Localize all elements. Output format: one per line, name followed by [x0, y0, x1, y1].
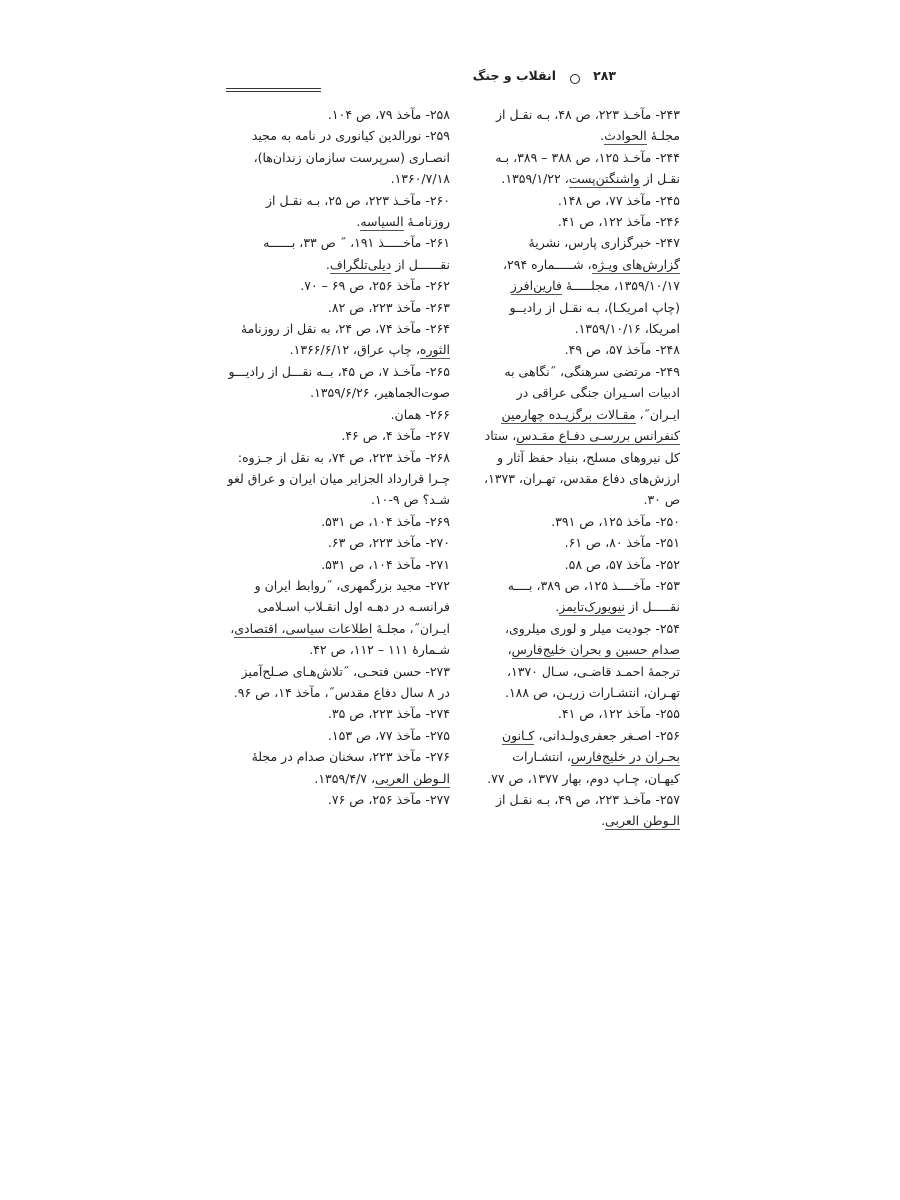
endnote-text: . — [356, 214, 361, 230]
endnote-text: ، ستاد کل نیروهای مسلح، بنیاد حفظ آثار و ارزش‌های دفاع مقدس، تهـران، ۱۳۷۳، ص ۳۰. — [484, 428, 680, 508]
endnote-source-title: نیویورک‌تایمز — [559, 599, 625, 615]
endnote — [226, 447, 450, 511]
endnote-number: ۲۷۶- — [425, 749, 450, 765]
endnote-number: ۲۷۰- — [425, 535, 450, 551]
endnote-text: مآخذ ۵۷، ص ۴۹. — [564, 342, 656, 358]
endnote — [226, 404, 450, 425]
page-number: ۲۸۳ — [593, 68, 616, 83]
endnote-number: ۲۵۷- — [655, 792, 680, 807]
endnote-text: مآخـذ ۷، ص ۴۵، بــه نقـــل از رادیـــو صوت‌الجماهیر، ۱۳۵۹/۶/۲۶. — [228, 363, 450, 401]
endnote-text: مآخذ ۲۵۶، ص ۷۶. — [327, 792, 426, 807]
endnote-number: ۲۵۴- — [655, 620, 680, 636]
endnote-text: ، چاپ عراق، ۱۳۶۶/۶/۱۲. — [289, 342, 420, 358]
endnote-source-title: اطلاعات سیاسی، اقتصادی — [234, 620, 373, 636]
endnote — [480, 618, 680, 704]
endnote-text: حسن فتحـی، ˝تلاش‌هـای صـلح‌آمیز در ۸ سال دفاع مقدس˝، مآخذ ۱۴، ص ۹۶. — [233, 663, 450, 700]
endnote-text: ، ترجمهٔ احمـد قاضـی، سـال ۱۳۷۰، تهـران، انتشـارات زریـن، ص ۱۸۸. — [504, 642, 680, 700]
header-rule-bottom — [226, 91, 321, 92]
endnote-text: مآخذ ۲۲۳، ص ۶۳. — [327, 535, 426, 551]
endnote-number: ۲۷۵- — [425, 727, 450, 743]
endnote-source-title: واشنگتن‌پست — [568, 171, 640, 187]
endnote-text: مآخذ ۷۴، ص ۲۴، به نقل از روزنامهٔ — [240, 321, 426, 337]
endnote-number: ۲۴۳- — [655, 107, 680, 122]
endnote-text: مرتضی سرهنگی، ˝نگاهی به ادبیات اسـیران جنگی عراقی در ایـران˝، — [504, 363, 680, 422]
endnote-text: مآخذ ۷۷، ص ۱۵۳. — [327, 727, 426, 743]
endnote — [480, 104, 680, 147]
endnote-number: ۲۷۲- — [425, 577, 450, 593]
endnote-source-title: الـوطن العربی — [605, 813, 680, 829]
endnote — [480, 703, 680, 724]
endnote-source-title: دیلی‌تلگراف — [329, 256, 392, 272]
endnote-text: ، شـــــماره ۲۹۴، ۱۳۵۹/۱۰/۱۷، مجلـــــهٔ — [503, 256, 680, 294]
circle-ornament-icon — [570, 74, 580, 84]
endnote-source-title: الثوره — [419, 342, 450, 358]
endnote-text: مآخـذ ۱۲۵، ص ۳۸۸ – ۳۸۹، بـه نقـل از — [495, 149, 680, 187]
endnote-number: ۲۷۳- — [425, 663, 450, 679]
endnote — [226, 789, 450, 810]
endnote-text: مجید بزرگمهری، ˝روابط ایران و فرانسـه در دهـه اول انقـلاب اسـلامی ایـران˝، مجلـهٔ — [254, 577, 450, 636]
endnote-text: ، ۱۳۵۹/۴/۷. — [314, 770, 376, 786]
endnote-number: ۲۷۱- — [425, 556, 450, 572]
endnote-number: ۲۷۴- — [425, 706, 450, 722]
endnote-text: مآخذ ۱۰۴، ص ۵۳۱. — [321, 556, 426, 572]
endnote-text: مآخــــذ ۱۲۵، ص ۳۸۹، بــــه نقـــــل از — [507, 577, 680, 615]
endnote — [226, 232, 450, 275]
endnote — [480, 361, 680, 511]
endnote — [226, 725, 450, 746]
endnote-text: مآخـذ ۲۲۳، ص ۴۸، بـه نقـل از مجلـهٔ — [495, 107, 680, 144]
endnote-source-title: الحوادث — [604, 128, 647, 144]
endnote-source-title: مقـالات برگزیـده چهارمین کنفرانس بررسـی دفـاع مقـدس — [501, 406, 680, 444]
endnote-text: مآخذ ۱۲۲، ص ۴۱. — [557, 706, 656, 722]
endnote-text: اصـغر جعفری‌ولـدانی، — [534, 727, 656, 743]
endnote-number: ۲۶۵- — [425, 363, 450, 379]
endnote-text: ، انتشـارات کیهـان، چـاپ دوم، بهار ۱۳۷۷، ص ۷۷. — [487, 749, 680, 786]
endnote-text: نورالدین کیانوری در نامه به مجید انصـاری (سرپرست سازمان زندان‌ها)، ۱۳۶۰/۷/۱۸. — [251, 128, 450, 187]
endnote-text: همان. — [390, 406, 426, 422]
running-header — [226, 66, 678, 90]
endnote-text: مآخذ ۲۲۳، ص ۳۵. — [327, 706, 426, 722]
endnote — [226, 661, 450, 704]
endnote — [480, 789, 680, 832]
endnote — [226, 297, 450, 318]
endnote — [226, 275, 450, 296]
endnote-text: مآخـذ ۲۲۳، ص ۴۹، بـه نقـل از — [495, 792, 656, 807]
endnote-text: مآخذ ۲۲۳، ص ۸۲. — [327, 299, 426, 315]
endnote-number: ۲۴۶- — [655, 214, 680, 230]
endnote-text: مآخذ ۱۲۲، ص ۴۱. — [557, 214, 656, 230]
endnote-number: ۲۴۸- — [655, 342, 680, 358]
endnote-number: ۲۵۳- — [655, 577, 680, 593]
endnote — [480, 339, 680, 360]
endnote — [226, 511, 450, 532]
endnote-text: مآخذ ۸۰، ص ۶۱. — [564, 535, 656, 551]
endnote — [480, 147, 680, 190]
endnote — [480, 511, 680, 532]
endnote-text: . — [555, 599, 560, 615]
header-rule-top — [226, 88, 321, 89]
endnote-number: ۲۷۷- — [425, 792, 450, 807]
endnote-number: ۲۵۱- — [655, 535, 680, 551]
endnote — [226, 190, 450, 233]
endnote — [226, 125, 450, 189]
endnote-text: ، شـمارهٔ ۱۱۱ – ۱۱۲، ص ۴۲. — [230, 620, 450, 658]
endnote-number: ۲۴۷- — [655, 235, 680, 251]
endnote-source-title: صدام حسین و بحران خلیج‌فارس — [511, 642, 680, 658]
endnote-number: ۲۶۹- — [425, 513, 450, 529]
endnote-text: . — [325, 256, 330, 272]
notes-column-left — [226, 104, 450, 810]
endnote-number: ۲۶۳- — [425, 299, 450, 315]
endnote-text: مآخذ ۲۲۳، ص ۷۴، به نقل از جـزوه: چـرا قرارداد الجزایر میان ایران و عراق لغو شـد؟ ص ۹-۱۰. — [227, 449, 450, 508]
endnote-text: مآخذ ۵۷، ص ۵۸. — [564, 556, 656, 572]
endnote-number: ۲۴۴- — [655, 149, 680, 165]
endnote — [226, 703, 450, 724]
endnote-number: ۲۶۴- — [425, 321, 450, 337]
endnote-text: . — [601, 813, 606, 829]
endnote-source-title: کـانون بحـران در خلیج‌فارس — [501, 727, 680, 765]
endnote-text: جودیت میلر و لوری میلروی، — [504, 620, 656, 636]
endnote — [226, 104, 450, 125]
endnote-number: ۲۵۸- — [425, 107, 450, 122]
endnote-text: ، ۱۳۵۹/۱/۲۲. — [501, 171, 569, 187]
endnote — [226, 746, 450, 789]
endnote-number: ۲۶۸- — [425, 449, 450, 465]
endnote-number: ۲۶۷- — [425, 428, 450, 444]
endnote-text: مآخذ ۱۲۵، ص ۳۹۱. — [551, 513, 656, 529]
endnote-source-title: السیاسه — [360, 214, 404, 230]
endnote-number: ۲۵۹- — [425, 128, 450, 144]
endnote — [480, 554, 680, 575]
notes-column-right — [480, 104, 680, 832]
endnote-number: ۲۶۰- — [425, 192, 450, 208]
endnote — [226, 318, 450, 361]
endnote — [226, 532, 450, 553]
endnote — [226, 425, 450, 446]
endnote — [480, 211, 680, 232]
endnote-source-title: گزارش‌های ویـژه — [591, 256, 680, 272]
endnote — [480, 232, 680, 339]
endnote-text: مآخذ ۲۵۶، ص ۶۹ – ۷۰. — [300, 278, 426, 294]
header-title: انقلاب و جنگ — [472, 68, 556, 83]
endnote-text: مآخذ ۷۹، ص ۱۰۴. — [327, 107, 426, 122]
endnote — [226, 575, 450, 661]
endnote — [226, 554, 450, 575]
endnote-number: ۲۵۵- — [655, 706, 680, 722]
endnote-text: مآخذ ۲۲۳، سخنان صدام در مجلهٔ — [251, 749, 426, 765]
endnote-number: ۲۵۲- — [655, 556, 680, 572]
endnote — [226, 361, 450, 404]
endnote — [480, 532, 680, 553]
endnote — [480, 575, 680, 618]
endnote-text: مآخذ ۴، ص ۴۶. — [341, 428, 426, 444]
endnote-source-title: الـوطن العربی — [375, 770, 450, 786]
endnote-number: ۲۶۱- — [425, 235, 450, 251]
endnote-text: مآخذ ۷۷، ص ۱۴۸. — [557, 192, 656, 208]
endnote-number: ۲۶۶- — [425, 406, 450, 422]
endnote-number: ۲۵۶- — [655, 727, 680, 743]
endnote-text: خبرگزاری پارس، نشریهٔ — [528, 235, 656, 251]
endnote-text: (چاپ امریکـا)، بـه نقـل از رادیــو امریکا، ۱۳۵۹/۱۰/۱۶. — [509, 299, 680, 337]
endnote-number: ۲۴۹- — [655, 363, 680, 379]
endnote-text: مآخـــــذ ۱۹۱، ˝ ص ۳۳، بــــــه نقــــــل از — [263, 235, 450, 272]
endnote-text: مآخـذ ۲۲۳، ص ۲۵، بـه نقـل از روزنامـهٔ — [265, 192, 450, 230]
endnote — [480, 190, 680, 211]
endnote-source-title: فارین‌افرز — [510, 278, 562, 294]
endnote-text: مآخذ ۱۰۴، ص ۵۳۱. — [321, 513, 426, 529]
endnote-text: . — [600, 128, 605, 144]
endnote-number: ۲۵۰- — [655, 513, 680, 529]
endnote — [480, 725, 680, 789]
endnote-number: ۲۴۵- — [655, 192, 680, 208]
endnote-number: ۲۶۲- — [425, 278, 450, 294]
